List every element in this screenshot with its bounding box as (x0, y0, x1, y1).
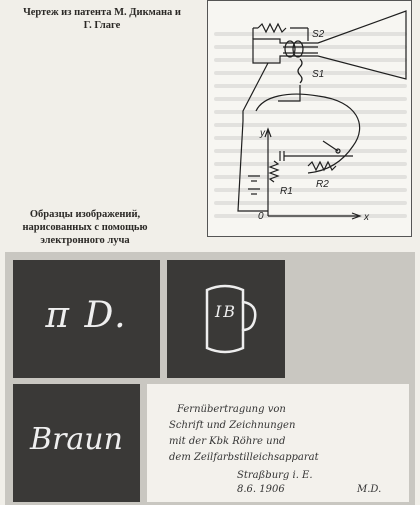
photo-panel-mug (167, 260, 285, 378)
note-line: mit der Kbk Röhre und (169, 436, 286, 447)
photo-plate (5, 252, 415, 505)
label-y-axis: y (260, 128, 265, 139)
label-origin: 0 (258, 211, 264, 222)
handwritten-note (147, 384, 409, 502)
label-x-axis: x (364, 212, 369, 223)
note-line: dem Zeilfarbstilleichsapparat (169, 452, 319, 463)
panel-inscription: IB (214, 302, 238, 321)
note-line: 8.6. 1906 (237, 484, 285, 495)
cathode-ray-tube-schematic (208, 1, 413, 238)
label-s1: S1 (312, 69, 325, 80)
patent-caption: Чертеж из патента М. Дикмана и Г. Глаге (23, 7, 181, 31)
note-line: Straßburg i. E. (237, 470, 313, 481)
photo-panel-initials (13, 260, 160, 378)
samples-caption: Образцы изображений, нарисованных с помощью электронного луча (22, 209, 148, 246)
panel-inscription: Braun (30, 422, 123, 457)
label-r2: R2 (316, 179, 329, 190)
note-line: M.D. (357, 484, 382, 495)
patent-diagram (207, 0, 412, 237)
note-line: Fernübertragung von (177, 404, 286, 415)
label-r1: R1 (280, 186, 293, 197)
label-s2: S2 (312, 29, 325, 40)
photo-panel-signature (13, 384, 140, 502)
panel-inscription: π D. (45, 295, 128, 336)
note-line: Schrift und Zeichnungen (169, 420, 296, 431)
